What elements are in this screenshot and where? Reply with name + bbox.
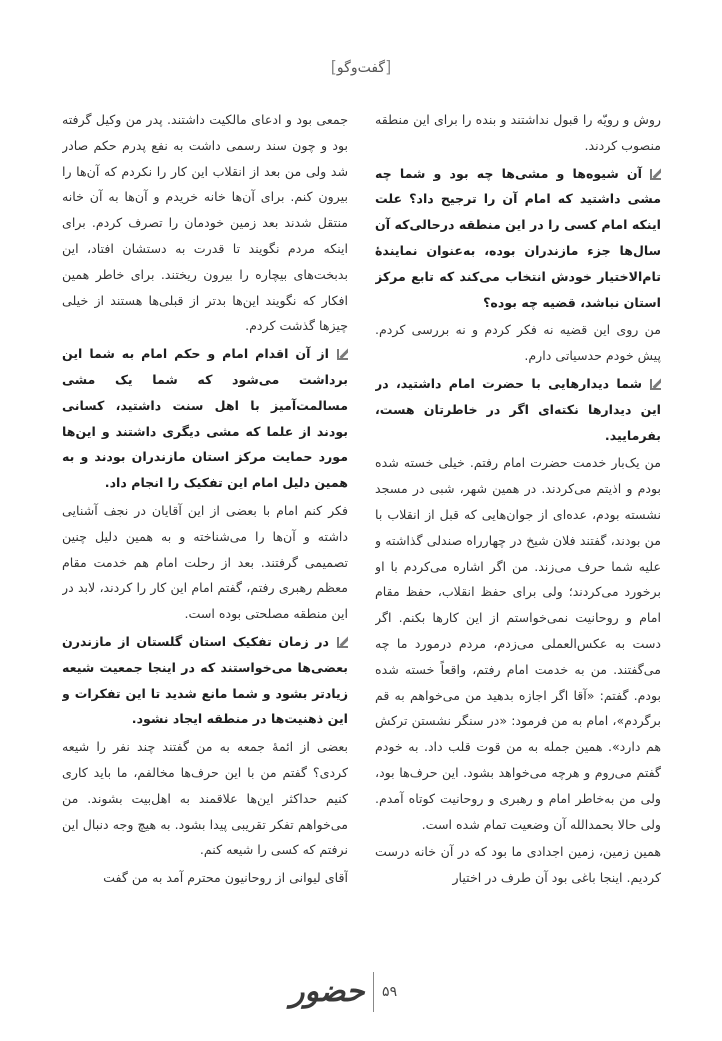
paragraph-text: شما دیدارهایی با حضرت امام داشتید، در این دیدارها نکته‌ای اگر در خاطرتان هست، بفرمایید. — [375, 375, 661, 443]
magazine-logo: حضور — [290, 974, 365, 1009]
section-bracket-close: ] — [385, 57, 392, 76]
left-column — [62, 107, 348, 957]
interview-question — [62, 629, 348, 732]
interview-answer — [62, 107, 348, 339]
paragraph-text: جمعی بود و ادعای مالکیت داشتند. پدر من وکیل گرفته بود و چون سند رسمی داشت به نفع پدرم حکم صادر شد ولی من بعد از انقلاب این کار را نکردم که آن‌ها را بیرون کنم. برای آن‌ها خانه خریدم و آن‌ها به آن خانه منتقل شدند بعد زمین خودمان را تصرف کردم. برای اینکه مردم نگویند تا قدرت به دستشان افتاد، این بدبخت‌های بیچاره را بیرون ریختند. برای خاطر همین افکار که نگویند این‌ها بدتر از قبلی‌ها هستند از خیلی چیزها گذشت کردم. — [62, 112, 348, 334]
paragraph-text: بعضی از ائمۀ جمعه به من گفتند چند نفر را شیعه کردی؟ گفتم من با این حرف‌ها مخالفم، ما باید کاری کنیم حداکثر این‌ها علاقمند به اهل‌بیت بشوند. من می‌خواهم تفکر تقریبی پیدا بشود. به هیچ وجه دنبال این نرفتم که کسی را شیعه کنم. — [62, 739, 348, 858]
paragraph-text: در زمان تفکیک استان گلستان از مازندرن بعضی‌ها می‌خواستند که در اینجا جمعیت شیعه زیادتر بشود و شما مانع شدید تا این تفکرات و این ذهنیت‌ها در منطقه ایجاد نشود. — [62, 633, 348, 727]
paragraph-text: روش و رویّه را قبول نداشتند و بنده را برای این منطقه منصوب کردند. — [375, 112, 661, 153]
pencil-check-icon — [334, 635, 348, 648]
interview-answer — [375, 450, 661, 837]
page-number: ۵۹ — [382, 984, 398, 1000]
paragraph-text: آن شیوه‌ها و مشی‌ها چه بود و شما چه مشی داشتید که امام آن را ترجیح داد؟ علت اینکه امام کسی را در این منطقه درحالی‌که آن سال‌ها جزء مازندران بوده، به‌عنوان نمایندۀ تام‌الاختیار خودش انتخاب می‌کند که تابع مرکز استان نباشد، قضیه چه بوده؟ — [375, 165, 661, 310]
page-footer — [290, 970, 397, 1014]
pencil-check-icon — [647, 167, 661, 180]
interview-answer — [62, 498, 348, 627]
interview-question — [375, 161, 661, 316]
footer-divider — [373, 972, 375, 1012]
interview-answer — [62, 734, 348, 863]
pencil-check-icon — [334, 347, 348, 360]
paragraph-text: من یک‌بار خدمت حضرت امام رفتم. خیلی خسته شده بودم و اذیتم می‌کردند. در همین شهر، شبی در مسجد نشسته بودم، عده‌ای از جوان‌هایی که قبل از انقلاب با من بودند، گفتند فلان شیخ در چهارراه صندلی گذاشته و علیه شما حرف می‌زند. من اگر اشاره می‌کردم با او برخورد می‌کردند؛ ولی برای حفظ انقلاب، حفظ مقام امام و روحانیت نمی‌خواستم از این کارها بکنم. اگر دست به عکس‌العملی می‌زدم، مردم درمورد ما چه می‌گفتند. من به خدمت امام رفتم، واقعاً خسته شده بودم. گفتم: «آقا اگر اجازه بدهید من می‌خواهم به قم برگردم»، امام به من فرمود: «در سنگر نشستن ترکش هم دارد». همین جمله به من قوت قلب داد. به خودم گفتم می‌روم و هرچه می‌خواهد بشود. این حرف‌ها بود، ولی من به‌خاطر امام و رهبری و روحانیت کوتاه آمدم. ولی حالا بحمدالله آن وضعیت تمام شده است. — [375, 455, 661, 832]
paragraph-text: من روی این قضیه نه فکر کردم و نه بررسی کردم. پیش خودم حدسیاتی دارم. — [375, 322, 661, 364]
section-bracket-open: [ — [330, 57, 337, 76]
interview-answer — [62, 865, 348, 891]
section-tag — [0, 57, 722, 76]
paragraph-text: از آن اقدام امام و حکم امام به شما این برداشت می‌شود که شما یک مشی مسالمت‌آمیز با اهل سنت داشتید، کسانی بودند از علما که مشی دیگری داشتند و این‌ها مورد حمایت مرکز استان مازندران بودند و به همین دلیل امام این تفکیک را انجام داد. — [62, 346, 348, 491]
section-label: گفت‌وگو — [336, 60, 386, 76]
pencil-check-icon — [647, 377, 661, 390]
paragraph-text: آقای لیوانی از روحانیون محترم آمد به من گفت — [103, 870, 348, 886]
paragraph-text: همین زمین، زمین اجدادی ما بود که در آن خانه درست کردیم. اینجا باغی بود آن طرف در اختیار — [375, 844, 661, 886]
interview-answer — [375, 317, 661, 369]
interview-answer — [375, 839, 661, 891]
interview-question — [375, 371, 661, 448]
interview-question — [62, 341, 348, 496]
right-column — [375, 107, 661, 957]
interview-answer — [375, 107, 661, 159]
paragraph-text: فکر کنم امام با بعضی از این آقایان در نجف آشنایی داشته و آن‌ها را می‌شناخته و به همین دلیل چنین تصمیمی گرفتند. بعد از رحلت امام هم خدمت مقام معظم رهبری رفتم، گفتم امام این کار را کردند، لابد در این منطقه مصلحتی بوده است. — [62, 502, 348, 622]
